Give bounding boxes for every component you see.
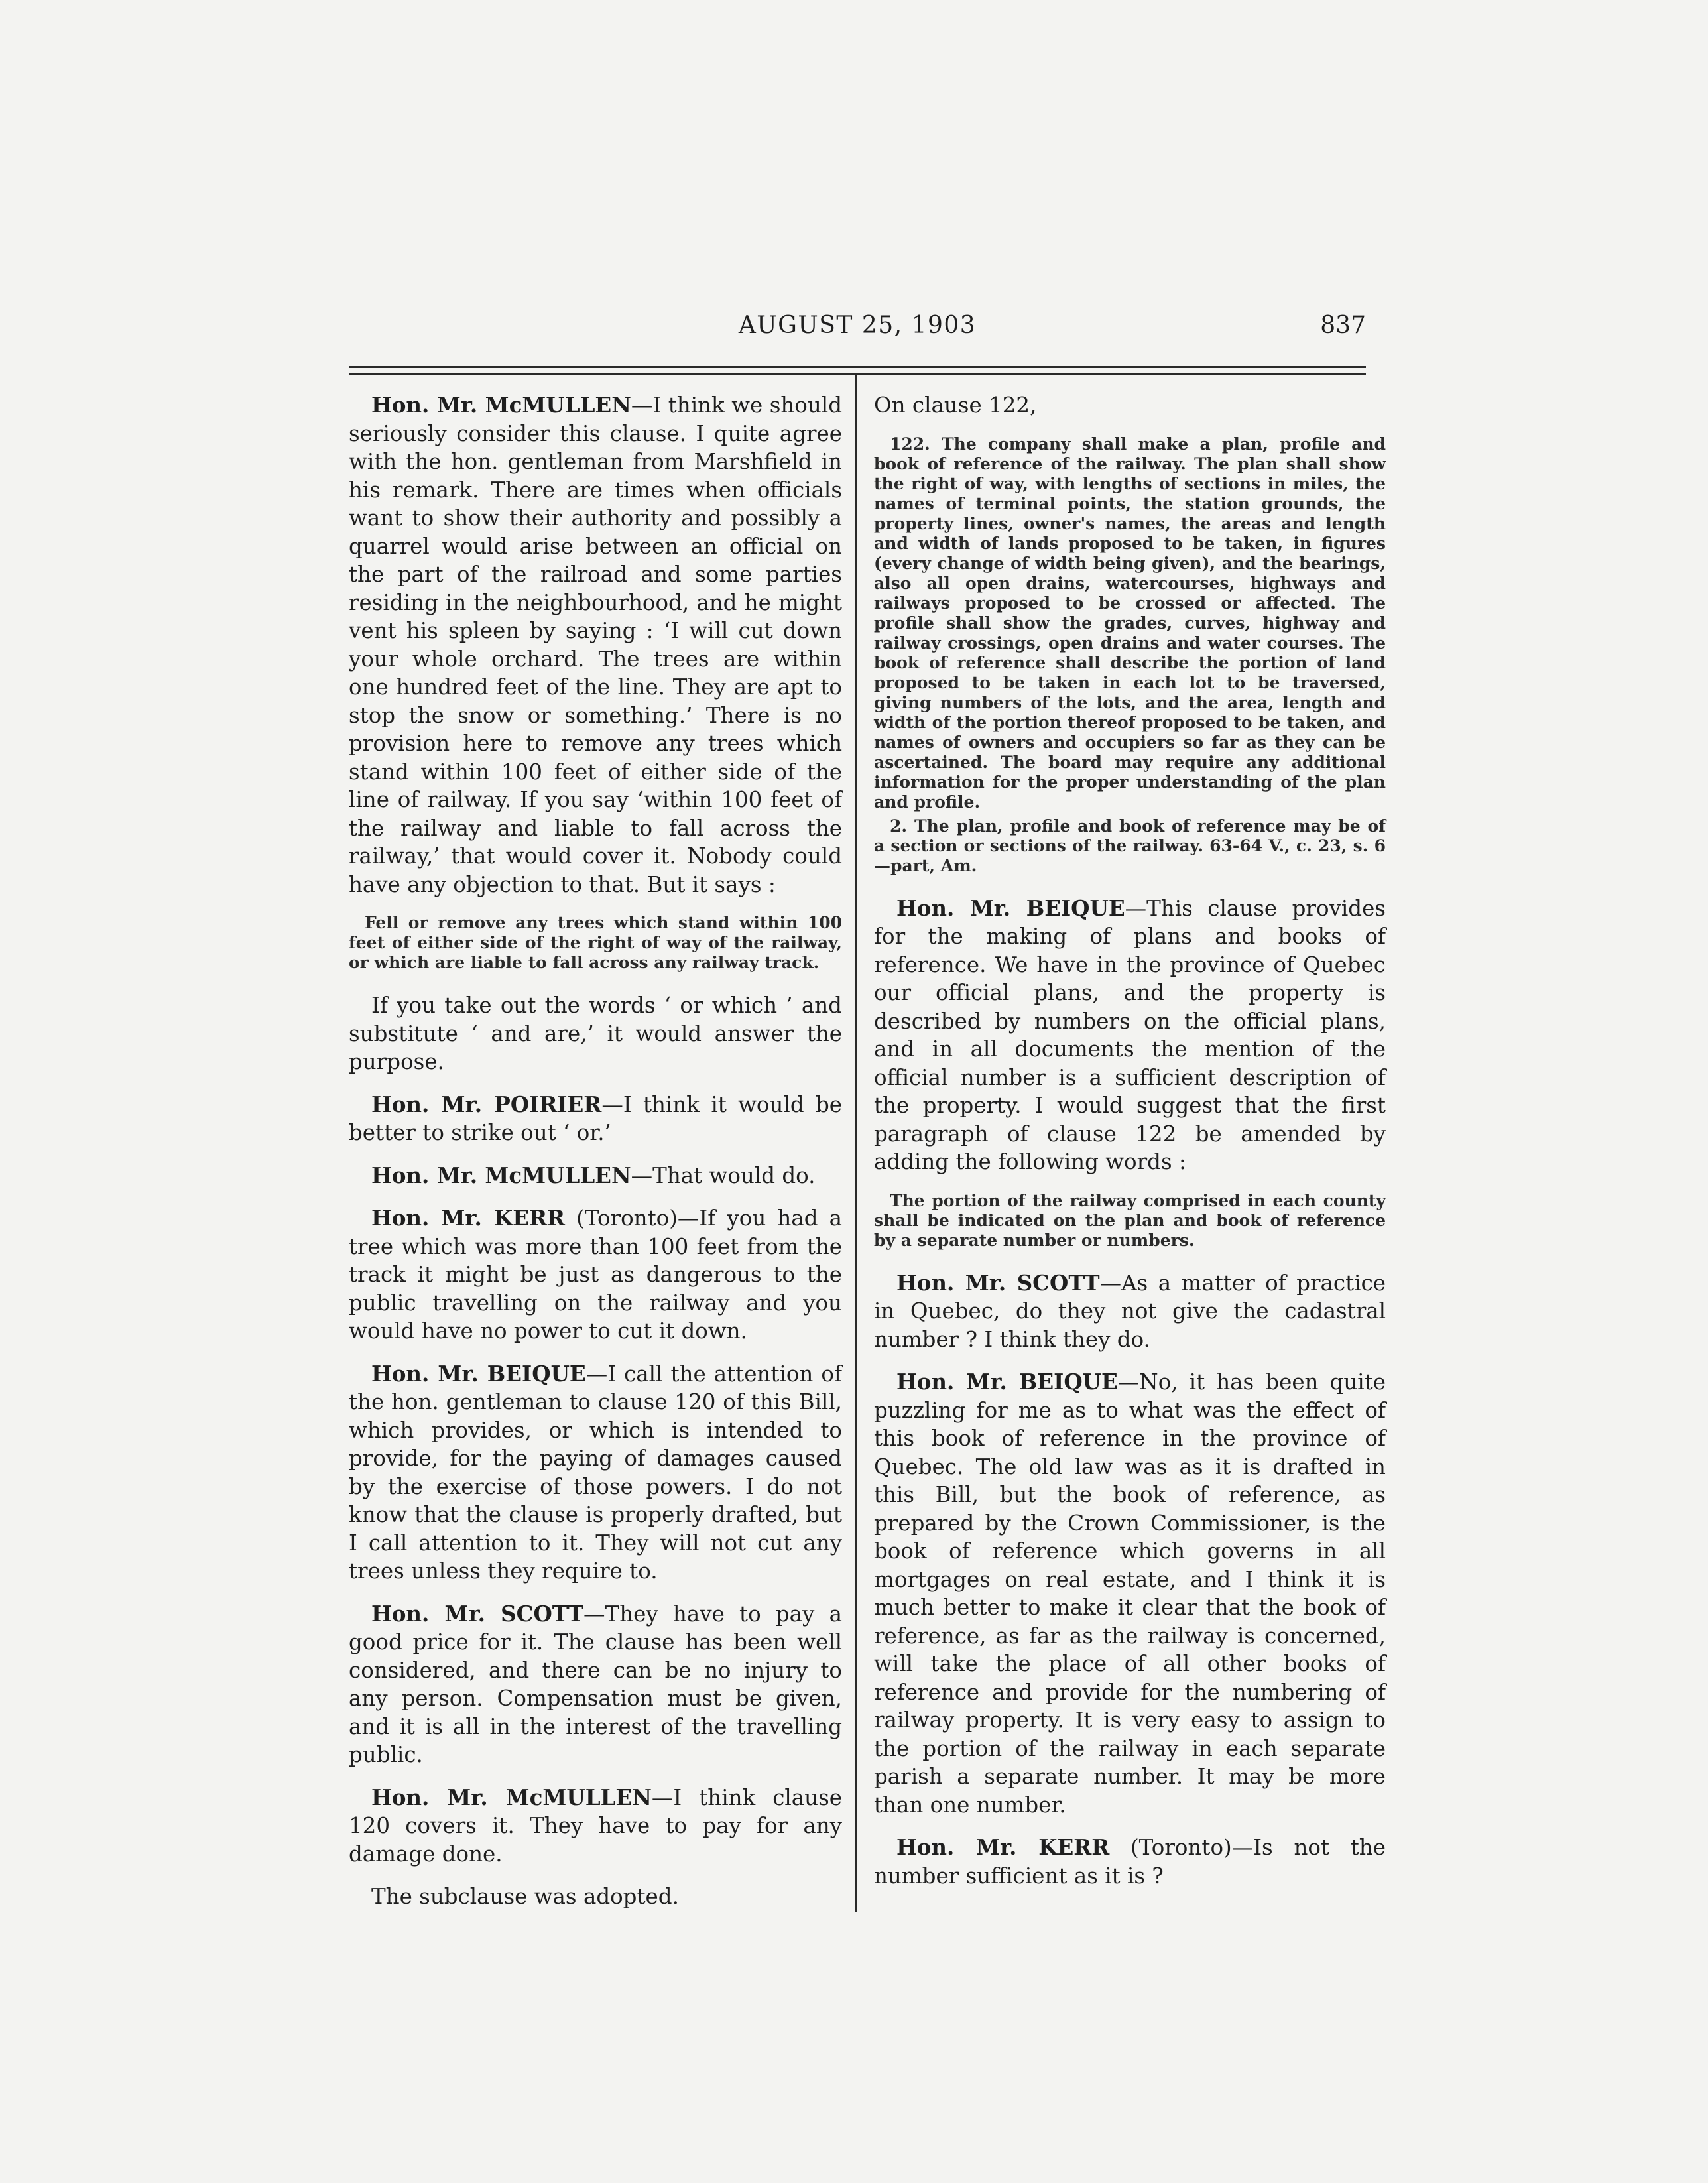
speech-text: —As a matter of practice in Quebec, do they not give the cadastral number ? I think they do. [874,1270,1386,1352]
speaker-name: Hon. Mr. BEIQUE [896,895,1125,921]
speech-paragraph [874,1368,1386,1819]
quoted-clause: 2. The plan, profile and book of reference may be of a section or sections of the railway. 63-64 V., c. 23, s. 6—part, Am. [874,816,1386,875]
quoted-clause: Fell or remove any trees which stand within 100 feet of either side of the right of way of the railway, or which are liable to fall across any railway track. [349,913,842,972]
speech-text: —That would do. [631,1162,816,1188]
speaker-name: Hon. Mr. SCOTT [896,1269,1100,1296]
speech-paragraph [874,1269,1386,1354]
speech-text: (Toronto)—Is not the number sufficient as it is ? [874,1835,1386,1889]
header-rule-bottom [349,373,1366,375]
quoted-clause: The portion of the railway comprised in each county shall be indicated on the plan and book of reference by a separate number or numbers. [874,1190,1386,1250]
speaker-name: Hon. Mr. BEIQUE [371,1360,586,1387]
header-date: AUGUST 25, 1903 [738,312,977,339]
speaker-name: Hon. Mr. BEIQUE [896,1369,1118,1395]
speech-text: —No, it has been quite puzzling for me as to what was the effect of this book of reference in the province of Quebec. The old law was as it is drafted in this Bill, but the book of reference, as prepared by the Crown Commissioner, is the book of reference which governs in all mortgages on real estate, and I think it is much better to make it clear that the book of reference, as far as the railway is concerned, will take the place of all other books of reference and provide for the numbering of railway property. It is very easy to assign to the portion of the railway in each separate parish a separate number. It may be more than one number. [874,1369,1386,1818]
speaker-name: Hon. Mr. McMULLEN [371,1162,631,1188]
speech-paragraph [349,1204,842,1345]
speech-paragraph [874,1834,1386,1890]
header-rule-top [349,366,1366,368]
speech-text: (Toronto)—If you had a tree which was more than 100 feet from the track it might be just as dangerous to the public travelling on the railway and you would have no power to cut it down. [349,1206,842,1343]
page-header [349,312,1366,351]
column-divider [855,374,857,1912]
speech-text: —This clause provides for the making of plans and books of reference. We have in the province of Quebec our official plans, and the property is described by numbers on the official plans, and in all documents the mention of the official number is a sufficient description of the property. I would suggest that the first paragraph of clause 122 be amended by adding the following words : [874,895,1386,1174]
speech-text: —They have to pay a good price for it. The clause has been well considered, and there can be no injury to any person. Compensation must be given, and it is all in the interest of the travelling public. [349,1601,842,1767]
plain-paragraph: The subclause was adopted. [371,1884,679,1909]
speech-text: —I call the attention of the hon. gentleman to clause 120 of this Bill, which provides, or which is intended to provide, for the paying of damages caused by the exercise of those powers. I do not know that the clause is properly drafted, but I call attention to it. They will not cut any trees unless they require to. [349,1361,842,1584]
left-column [349,391,842,1926]
speech-paragraph [874,895,1386,1176]
speaker-name: Hon. Mr. POIRIER [371,1091,602,1117]
speech-paragraph [349,391,842,899]
speaker-name: Hon. Mr. KERR [896,1834,1110,1860]
speech-paragraph [349,1162,842,1190]
quoted-clause: 122. The company shall make a plan, profile and book of reference of the railway. The plan shall show the right of way, with lengths of sections in miles, the names of terminal points, the station grounds, the property lines, owner's names, the areas and length and width of lands proposed to be taken, in figures (every change of width being given), and the bearings, also all open drains, watercourses, highways and railways proposed to be crossed or affected. The profile shall show the grades, curves, highway and railway crossings, open drains and water courses. The book of reference shall describe the portion of land proposed to be taken in each lot to be traversed, giving numbers of the lots, and the area, length and width of the portion thereof proposed to be taken, and names of owners and occupiers so far as they can be ascertained. The board may require any additional information for the proper understanding of the plan and profile. [874,434,1386,812]
plain-paragraph: If you take out the words ‘ or which ’ and substitute ‘ and are,’ it would answer the purpose. [349,993,842,1074]
speech-paragraph [349,1360,842,1586]
plain-paragraph: On clause 122, [874,393,1037,418]
speaker-name: Hon. Mr. KERR [371,1205,566,1231]
speech-paragraph [349,1091,842,1147]
speech-text: —I think clause 120 covers it. They have to pay for any damage done. [349,1784,843,1867]
speaker-name: Hon. Mr. McMULLEN [371,1784,652,1810]
speaker-name: Hon. Mr. McMULLEN [371,392,631,418]
page-number: 837 [1320,312,1366,339]
speaker-name: Hon. Mr. SCOTT [371,1600,584,1627]
speech-paragraph [349,1784,842,1869]
right-column [874,391,1386,1904]
speech-paragraph [349,1600,842,1769]
speech-text: —I think it would be better to strike out ‘ or.’ [349,1092,842,1145]
speech-text: —I think we should seriously consider this clause. I quite agree with the hon. gentleman from Marshfield in his remark. There are times when officials want to show their authority and possibly a quarrel would arise between an official on the part of the railroad and some parties residing in the neighbourhood, and he might vent his spleen by saying : ‘I will cut down your whole orchard. The trees are within one hundred feet of the line. They are apt to stop the snow or something.’ There is no provision here to remove any trees which stand within 100 feet of either side of the line of railway. If you say ‘within 100 feet of the railway and liable to fall across the railway,’ that would cover it. Nobody could have any objection to that. But it says : [349,393,843,897]
